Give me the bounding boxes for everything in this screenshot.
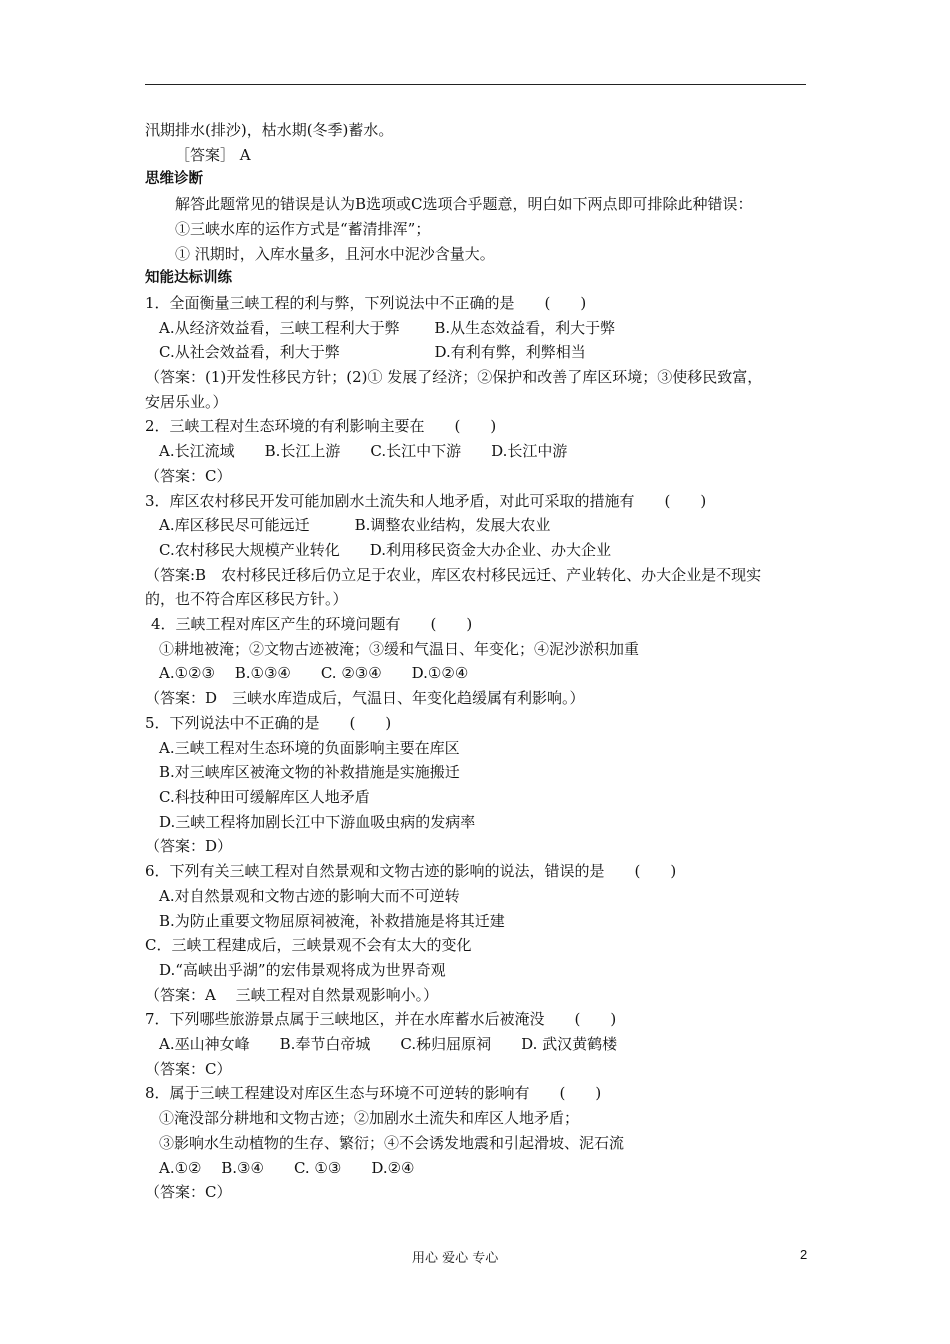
section-heading: 思维诊断 xyxy=(145,171,203,188)
option-line: A.巫山神女峰 B.奉节白帝城 C.秭归屈原祠 D. 武汉黄鹤楼 xyxy=(159,1035,618,1054)
option-line: C.从社会效益看，利大于弊 D.有利有弊，利弊相当 xyxy=(159,343,586,362)
option-line: C.科技种田可缓解库区人地矛盾 xyxy=(159,787,370,806)
option-line: D.“高峡出乎湖”的宏伟景观将成为世界奇观 xyxy=(159,960,446,979)
question-line: 3．库区农村移民开发可能加剧水土流失和人地矛盾，对此可采取的措施有 ( ) xyxy=(145,491,707,510)
option-line: A.对自然景观和文物古迹的影响大而不可逆转 xyxy=(159,886,460,905)
answer-line: 的，也不符合库区移民方针。） xyxy=(145,590,348,609)
answer-line: （答案：D） xyxy=(145,837,233,856)
option-line: D.三峡工程将加剧长江中下游血吸虫病的发病率 xyxy=(159,812,476,831)
page-number: 2 xyxy=(800,1247,808,1262)
answer-line: （答案：C） xyxy=(145,466,232,485)
option-line: A.长江流域 B.长江上游 C.长江中下游 D.长江中游 xyxy=(159,442,568,461)
text-line: 解答此题常见的错误是认为B选项或C选项合乎题意，明白如下两点即可排除此种错误： xyxy=(175,195,753,214)
answer-line: （答案：D 三峡水库造成后，气温日、年变化趋缓属有利影响。） xyxy=(145,689,585,708)
option-line: A.①②③ B.①③④ C. ②③④ D.①②④ xyxy=(159,664,469,683)
option-line: B.为防止重要文物屈原祠被淹，补救措施是将其迁建 xyxy=(159,911,505,930)
option-line: ①耕地被淹；②文物古迹被淹；③缓和气温日、年变化；④泥沙淤积加重 xyxy=(159,639,640,658)
option-line: C.农村移民大规模产业转化 D.利用移民资金大办企业、办大企业 xyxy=(159,540,611,559)
header-rule xyxy=(145,84,806,85)
option-line: B.对三峡库区被淹文物的补救措施是实施搬迁 xyxy=(159,763,460,782)
option-line: ③影响水生动植物的生存、繁衍；④不会诱发地震和引起滑坡、泥石流 xyxy=(159,1133,625,1152)
question-line: 7．下列哪些旅游景点属于三峡地区，并在水库蓄水后被淹没 ( ) xyxy=(145,1010,617,1029)
answer-line: 安居乐业。） xyxy=(145,392,228,411)
option-line: A.三峡工程对生态环境的负面影响主要在库区 xyxy=(159,738,460,757)
option-line: A.库区移民尽可能远迁 B.调整农业结构，发展大农业 xyxy=(159,516,551,535)
question-line: 5．下列说法中不正确的是 ( ) xyxy=(145,713,392,732)
section-heading: 知能达标训练 xyxy=(145,270,232,287)
question-line: 6．下列有关三峡工程对自然景观和文物古迹的影响的说法，错误的是 ( ) xyxy=(145,862,677,881)
option-line: C．三峡工程建成后，三峡景观不会有太大的变化 xyxy=(145,936,472,955)
option-line: ①淹没部分耕地和文物古迹；②加剧水土流失和库区人地矛盾； xyxy=(159,1109,580,1128)
answer-line: （答案:B 农村移民迁移后仍立足于农业，库区农村移民远迁、产业转化、办大企业是不现实 xyxy=(145,565,762,584)
option-line: A.从经济效益看，三峡工程利大于弊 B.从生态效益看，利大于弊 xyxy=(159,318,616,337)
document-body xyxy=(145,118,815,1205)
text-line: ① 汛期时，入库水量多，且河水中泥沙含量大。 xyxy=(175,244,495,263)
text-line: 汛期排水(排沙)，枯水期(冬季)蓄水。 xyxy=(145,121,394,139)
question-line: 8．属于三峡工程建设对库区生态与环境不可逆转的影响有 ( ) xyxy=(145,1084,602,1103)
answer-line: ［答案］ A xyxy=(175,145,251,164)
question-line: 4．三峡工程对库区产生的环境问题有 ( ) xyxy=(151,615,473,634)
answer-line: （答案：C） xyxy=(145,1183,232,1202)
footer-text: 用心 爱心 专心 xyxy=(412,1251,499,1266)
answer-line: （答案：A 三峡工程对自然景观影响小。） xyxy=(145,985,439,1004)
answer-line: （答案：C） xyxy=(145,1059,232,1078)
option-line: A.①② B.③④ C. ①③ D.②④ xyxy=(159,1158,415,1177)
question-line: 2．三峡工程对生态环境的有利影响主要在 ( ) xyxy=(145,417,497,436)
answer-line: （答案：(1)开发性移民方针；(2)① 发展了经济；②保护和改善了库区环境；③使移民致富， xyxy=(145,368,763,387)
question-line: 1．全面衡量三峡工程的利与弊，下列说法中不正确的是 ( ) xyxy=(145,293,587,312)
text-line: ①三峡水库的运作方式是“蓄清排浑”； xyxy=(175,219,431,238)
